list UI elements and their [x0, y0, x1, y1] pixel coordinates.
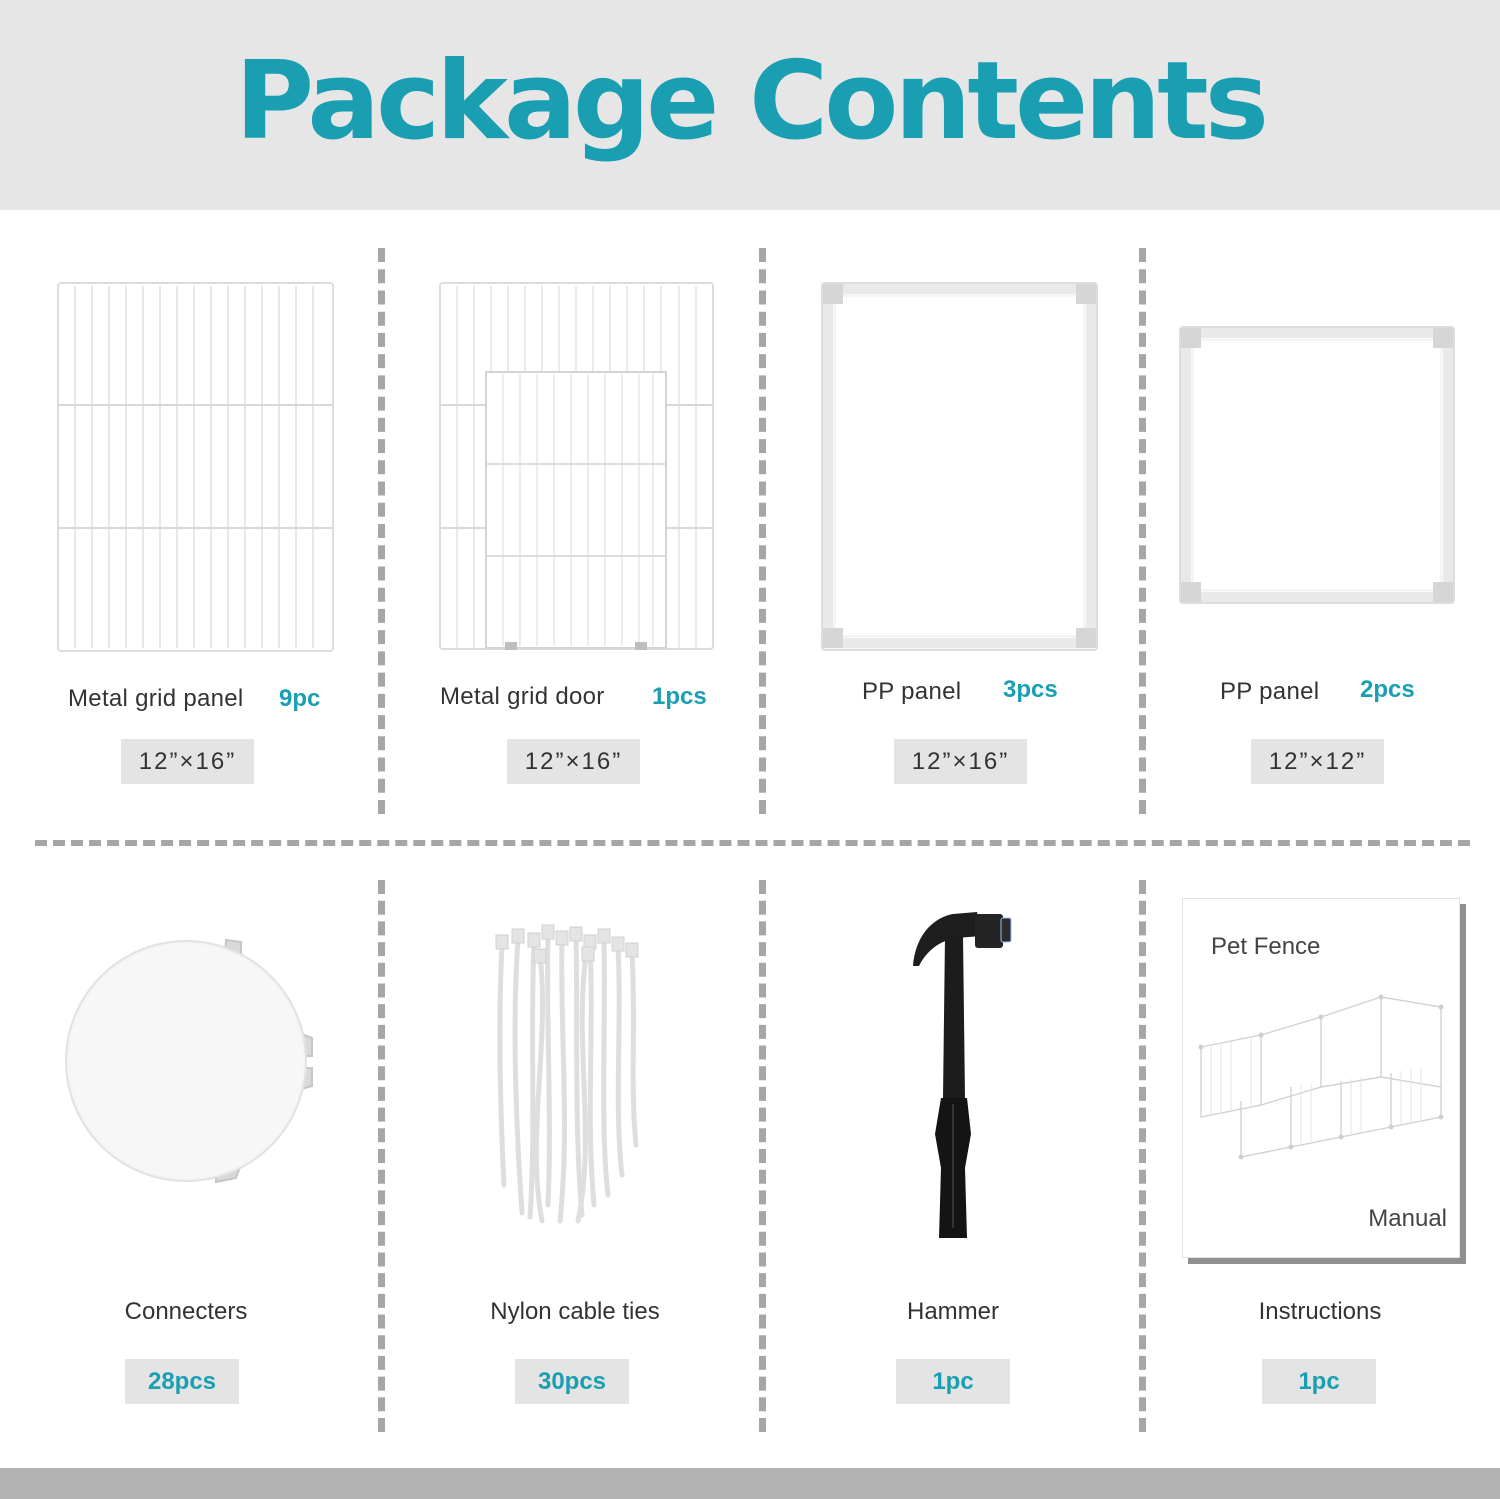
- pp-panel-icon: [821, 282, 1098, 652]
- metal-grid-panel-icon: [57, 282, 334, 652]
- manual-title: Pet Fence: [1211, 933, 1321, 960]
- divider-vertical-top-1: [378, 248, 385, 814]
- size-badge: 12”×16”: [507, 739, 640, 784]
- item-label: Metal grid door: [440, 683, 605, 710]
- metal-grid-door-icon: [439, 282, 714, 652]
- manual-subtitle: Manual: [1368, 1205, 1447, 1232]
- item-quantity: 1pcs: [652, 683, 707, 710]
- size-badge: 12”×16”: [894, 739, 1027, 784]
- footer-bar: [0, 1468, 1500, 1499]
- page-title: Package Contents: [234, 38, 1266, 164]
- item-label: Metal grid panel: [68, 685, 244, 712]
- pp-panel-square-icon: [1179, 326, 1455, 604]
- pet-fence-illustration: [1201, 977, 1451, 1167]
- quantity-badge: 30pcs: [515, 1359, 629, 1404]
- divider-vertical-top-3: [1139, 248, 1146, 814]
- cable-ties-icon: [490, 925, 650, 1225]
- divider-vertical-bottom-2: [759, 880, 766, 1432]
- item-quantity: 9pc: [279, 685, 321, 712]
- item-label: Nylon cable ties: [490, 1298, 660, 1325]
- quantity-badge: 28pcs: [125, 1359, 239, 1404]
- item-quantity: 2pcs: [1360, 676, 1415, 703]
- connector-icon: [66, 938, 316, 1184]
- header-band: [0, 0, 1500, 210]
- size-badge: 12”×16”: [121, 739, 254, 784]
- divider-horizontal: [35, 840, 1470, 846]
- size-badge: 12”×12”: [1251, 739, 1384, 784]
- quantity-badge: 1pc: [896, 1359, 1010, 1404]
- item-label: Connecters: [124, 1298, 248, 1325]
- hammer-icon: [905, 908, 1025, 1248]
- item-label: PP panel: [1220, 678, 1320, 705]
- item-quantity: 3pcs: [1003, 676, 1058, 703]
- divider-vertical-bottom-1: [378, 880, 385, 1432]
- item-label: Hammer: [906, 1298, 1000, 1325]
- divider-vertical-bottom-3: [1139, 880, 1146, 1432]
- quantity-badge: 1pc: [1262, 1359, 1376, 1404]
- item-label: Instructions: [1258, 1298, 1382, 1325]
- item-label: PP panel: [862, 678, 962, 705]
- divider-vertical-top-2: [759, 248, 766, 814]
- manual-icon: [1182, 898, 1460, 1258]
